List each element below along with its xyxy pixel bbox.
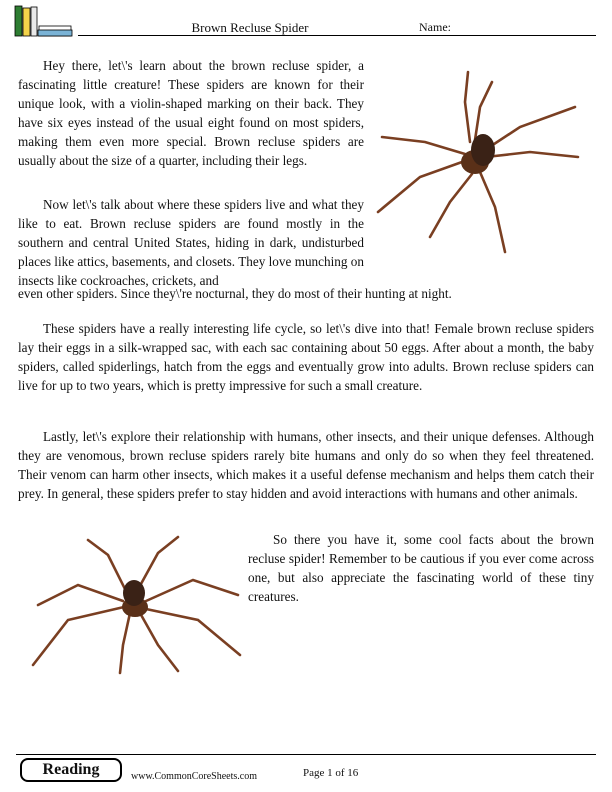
- paragraph-habitat-end-text: even other spiders. Since they\'re nocturnal, they do most of their hunting at night.: [18, 286, 452, 301]
- paragraph-life-cycle: [18, 319, 594, 395]
- paragraph-habitat: [18, 195, 364, 290]
- paragraph-conclusion-text: So there you have it, some cool facts about the brown recluse spider! Remember to be cautious if you ever come across one, but also appreciate the fascinating world of these tiny creatures.: [248, 532, 594, 604]
- page-title: Brown Recluse Spider: [191, 20, 309, 35]
- name-label: Name:: [419, 20, 451, 34]
- paragraph-life-cycle-text: These spiders have a really interesting life cycle, so let\'s dive into that! Female brown recluse spiders lay their eggs in a silk-wrapped sac, with each sac containing about 50 eggs. After about a month, the baby spiders, called spiderlings, hatch from the eggs and eventually grow into adults. Brown recluse spiders can live for up to two years, which is pretty impressive for such a small creature.: [18, 321, 594, 393]
- paragraph-intro-text: Hey there, let\'s learn about the brown recluse spider, a fascinating little creature! These spiders are known for their unique look, with a violin-shaped marking on their back. They have six eyes instead of the usual eight found on most spiders, making them even more special. Brown recluse spiders are usually about the size of a quarter, including their legs.: [18, 58, 364, 168]
- paragraph-conclusion: [248, 530, 594, 606]
- page-number: Page 1 of 16: [303, 767, 359, 779]
- footer-divider: [16, 754, 596, 755]
- spider-bottom-image: [28, 535, 243, 675]
- site-url: www.CommonCoreSheets.com: [131, 771, 258, 782]
- paragraph-defenses: [18, 427, 594, 503]
- subject-badge: Reading: [20, 758, 122, 782]
- page-header: [0, 0, 612, 40]
- paragraph-defenses-text: Lastly, let\'s explore their relationship with humans, other insects, and their unique defenses. Although they are venomous, brown recluse spiders rarely bite humans and only do so when they feel threatened. Their venom can harm other insects, which makes it a useful defense mechanism and helps them catch their prey. In general, these spiders prefer to stay hidden and avoid interactions with humans and other animals.: [18, 429, 594, 501]
- header-divider: [78, 35, 596, 36]
- paragraph-intro: [18, 56, 364, 170]
- books-logo-icon: [14, 4, 74, 38]
- paragraph-habitat-text: Now let\'s talk about where these spiders live and what they like to eat. Brown recluse spiders are found mostly in the southern and central United States, hiding in dark, undisturbed places like attics, basements, and closets. They love munching on insects like cockroaches, crickets, and: [18, 197, 364, 288]
- paragraph-habitat-end: [18, 284, 488, 303]
- spider-top-image: [370, 62, 585, 262]
